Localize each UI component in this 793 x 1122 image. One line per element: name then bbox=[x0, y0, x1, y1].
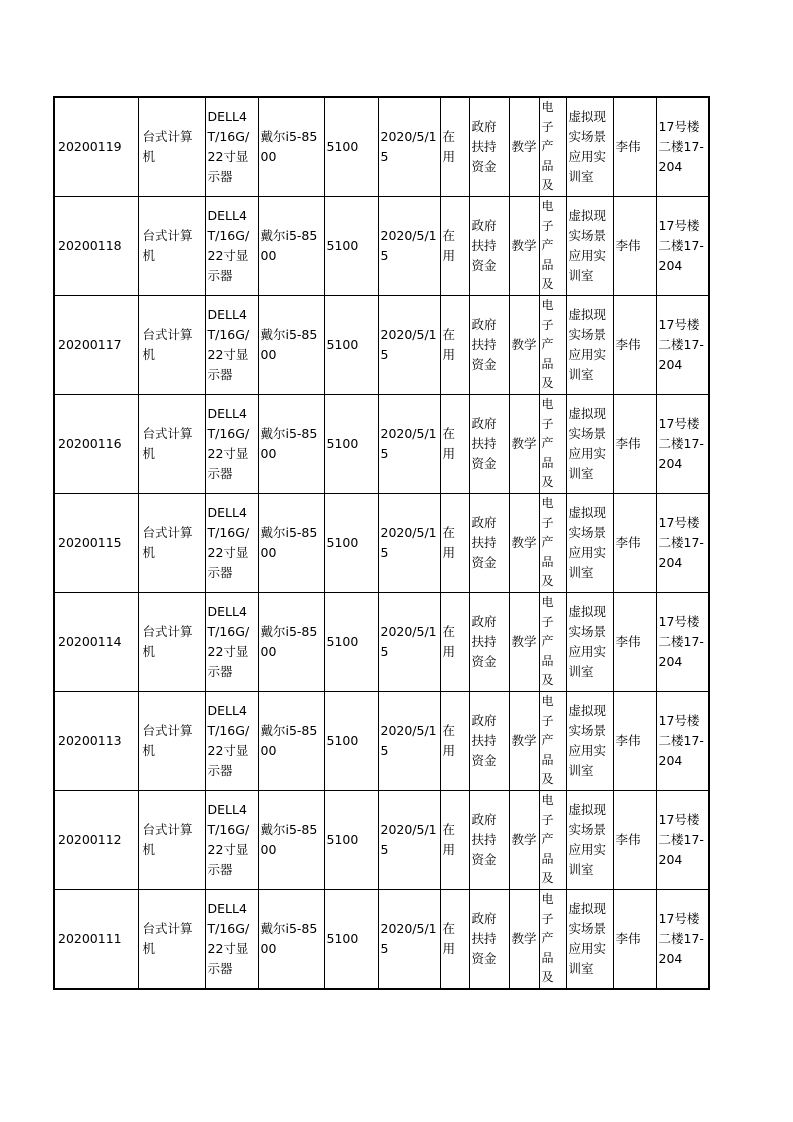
status-cell: 在用 bbox=[440, 593, 469, 692]
purchase-date-cell: 2020/5/15 bbox=[378, 395, 440, 494]
category-cell: 电子产品及 bbox=[539, 97, 566, 197]
purchase-date-cell: 2020/5/15 bbox=[378, 791, 440, 890]
purchase-date-cell: 2020/5/15 bbox=[378, 692, 440, 791]
asset-table bbox=[53, 96, 710, 990]
table-row bbox=[54, 593, 709, 692]
location-cell: 虚拟现实场景应用实训室 bbox=[566, 97, 613, 197]
room-cell: 17号楼二楼17-204 bbox=[656, 197, 709, 296]
room-cell: 17号楼二楼17-204 bbox=[656, 296, 709, 395]
funding-source-cell: 政府扶持资金 bbox=[469, 593, 509, 692]
model-spec-cell: DELL4T/16G/22寸显示器 bbox=[205, 296, 258, 395]
usage-cell: 教学 bbox=[509, 692, 539, 791]
brand-cell: 戴尔i5-8500 bbox=[258, 494, 324, 593]
brand-cell: 戴尔i5-8500 bbox=[258, 593, 324, 692]
category-cell: 电子产品及 bbox=[539, 197, 566, 296]
location-cell: 虚拟现实场景应用实训室 bbox=[566, 593, 613, 692]
usage-cell: 教学 bbox=[509, 593, 539, 692]
category-cell: 电子产品及 bbox=[539, 296, 566, 395]
room-cell: 17号楼二楼17-204 bbox=[656, 593, 709, 692]
asset-number-cell: 20200117 bbox=[54, 296, 138, 395]
brand-cell: 戴尔i5-8500 bbox=[258, 791, 324, 890]
usage-cell: 教学 bbox=[509, 890, 539, 990]
room-cell: 17号楼二楼17-204 bbox=[656, 494, 709, 593]
custodian-cell: 李伟 bbox=[613, 692, 656, 791]
asset-name-cell: 台式计算机 bbox=[138, 395, 205, 494]
room-cell: 17号楼二楼17-204 bbox=[656, 890, 709, 990]
usage-cell: 教学 bbox=[509, 197, 539, 296]
status-cell: 在用 bbox=[440, 494, 469, 593]
custodian-cell: 李伟 bbox=[613, 197, 656, 296]
table-row bbox=[54, 197, 709, 296]
table-row bbox=[54, 890, 709, 990]
asset-name-cell: 台式计算机 bbox=[138, 97, 205, 197]
location-cell: 虚拟现实场景应用实训室 bbox=[566, 296, 613, 395]
purchase-date-cell: 2020/5/15 bbox=[378, 296, 440, 395]
custodian-cell: 李伟 bbox=[613, 890, 656, 990]
location-cell: 虚拟现实场景应用实训室 bbox=[566, 692, 613, 791]
status-cell: 在用 bbox=[440, 197, 469, 296]
asset-name-cell: 台式计算机 bbox=[138, 494, 205, 593]
room-cell: 17号楼二楼17-204 bbox=[656, 97, 709, 197]
location-cell: 虚拟现实场景应用实训室 bbox=[566, 197, 613, 296]
category-cell: 电子产品及 bbox=[539, 494, 566, 593]
asset-name-cell: 台式计算机 bbox=[138, 692, 205, 791]
table-row bbox=[54, 494, 709, 593]
asset-name-cell: 台式计算机 bbox=[138, 791, 205, 890]
asset-number-cell: 20200116 bbox=[54, 395, 138, 494]
brand-cell: 戴尔i5-8500 bbox=[258, 197, 324, 296]
asset-number-cell: 20200113 bbox=[54, 692, 138, 791]
usage-cell: 教学 bbox=[509, 97, 539, 197]
funding-source-cell: 政府扶持资金 bbox=[469, 97, 509, 197]
brand-cell: 戴尔i5-8500 bbox=[258, 97, 324, 197]
table-row bbox=[54, 395, 709, 494]
asset-table-body bbox=[54, 97, 709, 989]
table-row bbox=[54, 791, 709, 890]
room-cell: 17号楼二楼17-204 bbox=[656, 395, 709, 494]
custodian-cell: 李伟 bbox=[613, 97, 656, 197]
usage-cell: 教学 bbox=[509, 296, 539, 395]
funding-source-cell: 政府扶持资金 bbox=[469, 791, 509, 890]
purchase-date-cell: 2020/5/15 bbox=[378, 197, 440, 296]
location-cell: 虚拟现实场景应用实训室 bbox=[566, 494, 613, 593]
status-cell: 在用 bbox=[440, 395, 469, 494]
asset-number-cell: 20200115 bbox=[54, 494, 138, 593]
asset-number-cell: 20200119 bbox=[54, 97, 138, 197]
usage-cell: 教学 bbox=[509, 494, 539, 593]
price-cell: 5100 bbox=[324, 494, 378, 593]
asset-number-cell: 20200114 bbox=[54, 593, 138, 692]
purchase-date-cell: 2020/5/15 bbox=[378, 890, 440, 990]
funding-source-cell: 政府扶持资金 bbox=[469, 395, 509, 494]
funding-source-cell: 政府扶持资金 bbox=[469, 296, 509, 395]
asset-name-cell: 台式计算机 bbox=[138, 890, 205, 990]
status-cell: 在用 bbox=[440, 97, 469, 197]
price-cell: 5100 bbox=[324, 97, 378, 197]
brand-cell: 戴尔i5-8500 bbox=[258, 395, 324, 494]
model-spec-cell: DELL4T/16G/22寸显示器 bbox=[205, 593, 258, 692]
funding-source-cell: 政府扶持资金 bbox=[469, 197, 509, 296]
location-cell: 虚拟现实场景应用实训室 bbox=[566, 890, 613, 990]
table-row bbox=[54, 296, 709, 395]
brand-cell: 戴尔i5-8500 bbox=[258, 692, 324, 791]
custodian-cell: 李伟 bbox=[613, 395, 656, 494]
model-spec-cell: DELL4T/16G/22寸显示器 bbox=[205, 494, 258, 593]
asset-number-cell: 20200112 bbox=[54, 791, 138, 890]
custodian-cell: 李伟 bbox=[613, 494, 656, 593]
model-spec-cell: DELL4T/16G/22寸显示器 bbox=[205, 97, 258, 197]
model-spec-cell: DELL4T/16G/22寸显示器 bbox=[205, 395, 258, 494]
custodian-cell: 李伟 bbox=[613, 791, 656, 890]
model-spec-cell: DELL4T/16G/22寸显示器 bbox=[205, 197, 258, 296]
price-cell: 5100 bbox=[324, 890, 378, 990]
status-cell: 在用 bbox=[440, 791, 469, 890]
location-cell: 虚拟现实场景应用实训室 bbox=[566, 791, 613, 890]
brand-cell: 戴尔i5-8500 bbox=[258, 296, 324, 395]
category-cell: 电子产品及 bbox=[539, 890, 566, 990]
price-cell: 5100 bbox=[324, 197, 378, 296]
table-row bbox=[54, 692, 709, 791]
category-cell: 电子产品及 bbox=[539, 791, 566, 890]
category-cell: 电子产品及 bbox=[539, 692, 566, 791]
usage-cell: 教学 bbox=[509, 395, 539, 494]
status-cell: 在用 bbox=[440, 890, 469, 990]
location-cell: 虚拟现实场景应用实训室 bbox=[566, 395, 613, 494]
asset-name-cell: 台式计算机 bbox=[138, 197, 205, 296]
category-cell: 电子产品及 bbox=[539, 593, 566, 692]
asset-name-cell: 台式计算机 bbox=[138, 296, 205, 395]
custodian-cell: 李伟 bbox=[613, 296, 656, 395]
purchase-date-cell: 2020/5/15 bbox=[378, 593, 440, 692]
status-cell: 在用 bbox=[440, 296, 469, 395]
funding-source-cell: 政府扶持资金 bbox=[469, 494, 509, 593]
purchase-date-cell: 2020/5/15 bbox=[378, 494, 440, 593]
asset-number-cell: 20200118 bbox=[54, 197, 138, 296]
asset-name-cell: 台式计算机 bbox=[138, 593, 205, 692]
status-cell: 在用 bbox=[440, 692, 469, 791]
table-row bbox=[54, 97, 709, 197]
custodian-cell: 李伟 bbox=[613, 593, 656, 692]
room-cell: 17号楼二楼17-204 bbox=[656, 791, 709, 890]
funding-source-cell: 政府扶持资金 bbox=[469, 890, 509, 990]
usage-cell: 教学 bbox=[509, 791, 539, 890]
brand-cell: 戴尔i5-8500 bbox=[258, 890, 324, 990]
room-cell: 17号楼二楼17-204 bbox=[656, 692, 709, 791]
model-spec-cell: DELL4T/16G/22寸显示器 bbox=[205, 692, 258, 791]
price-cell: 5100 bbox=[324, 395, 378, 494]
purchase-date-cell: 2020/5/15 bbox=[378, 97, 440, 197]
price-cell: 5100 bbox=[324, 692, 378, 791]
price-cell: 5100 bbox=[324, 296, 378, 395]
model-spec-cell: DELL4T/16G/22寸显示器 bbox=[205, 890, 258, 990]
model-spec-cell: DELL4T/16G/22寸显示器 bbox=[205, 791, 258, 890]
asset-number-cell: 20200111 bbox=[54, 890, 138, 990]
price-cell: 5100 bbox=[324, 593, 378, 692]
funding-source-cell: 政府扶持资金 bbox=[469, 692, 509, 791]
price-cell: 5100 bbox=[324, 791, 378, 890]
category-cell: 电子产品及 bbox=[539, 395, 566, 494]
